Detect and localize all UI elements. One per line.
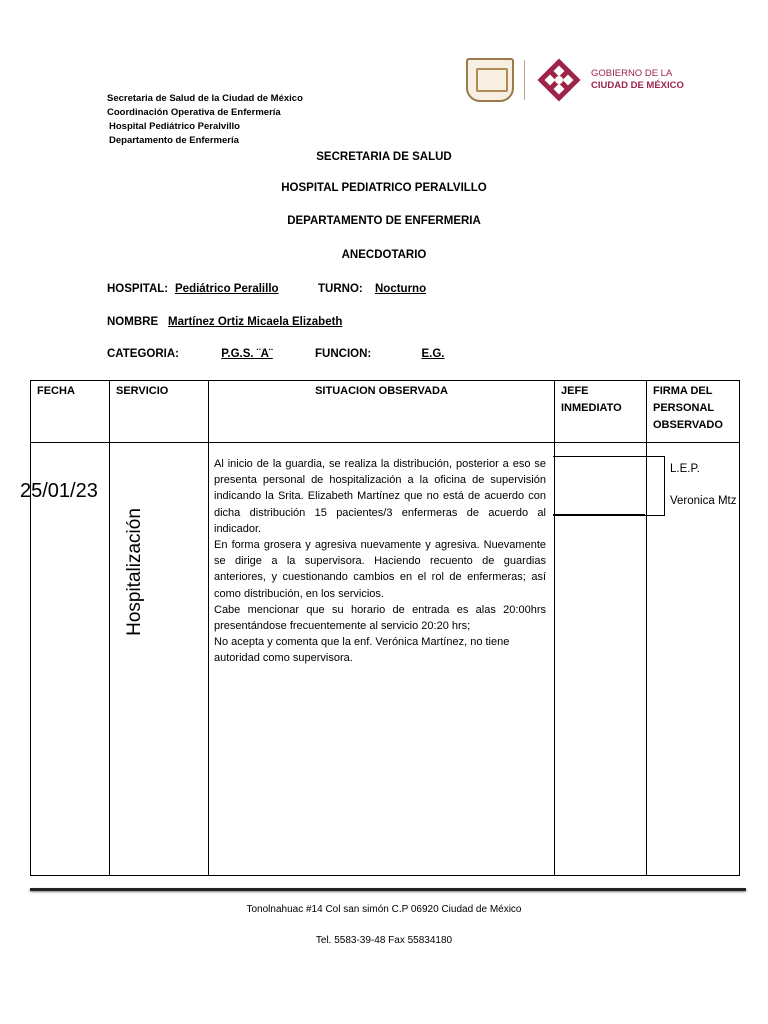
hospital-value: Pediátrico Peralillo [175,283,279,295]
title-anecdotario: ANECDOTARIO [341,249,427,261]
fecha-value: 25/01/23 [20,480,98,502]
nombre-label: NOMBRE [107,316,159,328]
logo-text-line-2: CIUDAD DE MÉXICO [591,80,684,91]
header-servicio: SERVICIO [110,381,209,443]
government-logo [466,56,684,104]
footer-divider [30,888,746,891]
categoria-label: CATEGORIA: [107,348,179,360]
servicio-value: Hospitalización [124,508,145,636]
logo-text-line-1: GOBIERNO DE LA [591,68,673,79]
title-hospital: HOSPITAL PEDIATRICO PERALVILLO [281,182,487,194]
institution-line: Coordinación Operativa de Enfermería [107,107,281,118]
header-situacion: SITUACION OBSERVADA [209,381,555,443]
cdmx-emblem-icon [535,56,583,104]
header-jefe: JEFE INMEDIATO [555,381,647,443]
firma-name: Veronica Mtz [670,495,737,507]
title-secretaria: SECRETARIA DE SALUD [316,151,452,163]
hospital-label: HOSPITAL: [107,283,169,295]
government-logo-text [591,68,684,92]
footer-address: Tonolnahuac #14 Col san simón C.P 06920 Ciudad de México [246,904,522,915]
footer-phone: Tel. 5583-39-48 Fax 55834180 [315,935,453,946]
header-fecha: FECHA [31,381,110,443]
turno-label: TURNO: [318,283,363,295]
situacion-paragraph: Cabe mencionar que su horario de entrada es alas 20:00hrs presentándose frecuentemente al servicio 20:20 hrs; [214,603,546,633]
institution-line: Hospital Pediátrico Peralvillo [109,121,240,132]
title-departamento: DEPARTAMENTO DE ENFERMERIA [287,215,481,227]
signature-divider [553,514,645,515]
cell-fecha [31,443,110,876]
firma-title: L.E.P. [670,463,700,475]
turno-value: Nocturno [375,283,427,295]
header-firma: FIRMA DEL PERSONAL OBSERVADO [647,381,740,443]
table-header-row [31,381,740,443]
logo-divider [524,60,525,100]
funcion-label: FUNCION: [315,348,372,360]
funcion-value: E.G. [421,348,445,360]
institution-line: Departamento de Enfermería [109,135,239,146]
nombre-value: Martínez Ortiz Micaela Elizabeth [168,316,343,328]
situacion-text [214,456,546,667]
situacion-paragraph: No acepta y comenta que la enf. Verónica Martínez, no tiene autoridad como supervisora. [214,636,510,665]
situacion-paragraph: Al inicio de la guardia, se realiza la distribución, posterior a eso se presenta personal de hospitalización a la oficina de supervisión indicando la Srita. Elizabeth Martínez que no está de acuerdo con dicha distribución 15 pacientes/3 enfermeras de acuerdo al indicador. [214,458,546,535]
signature-box [553,456,665,516]
categoria-value: P.G.S. ¨A¨ [221,348,273,360]
coat-of-arms-icon [466,58,514,102]
institution-line: Secretaria de Salud de la Ciudad de México [107,93,303,104]
situacion-paragraph: En forma grosera y agresiva nuevamente y agresiva. Nuevamente se dirige a la supervisora. Haciendo recuento de guardias anteriores, y cuestionando cambios en el rol de enfermeras; así como distribución, en los servicios. [214,539,546,600]
